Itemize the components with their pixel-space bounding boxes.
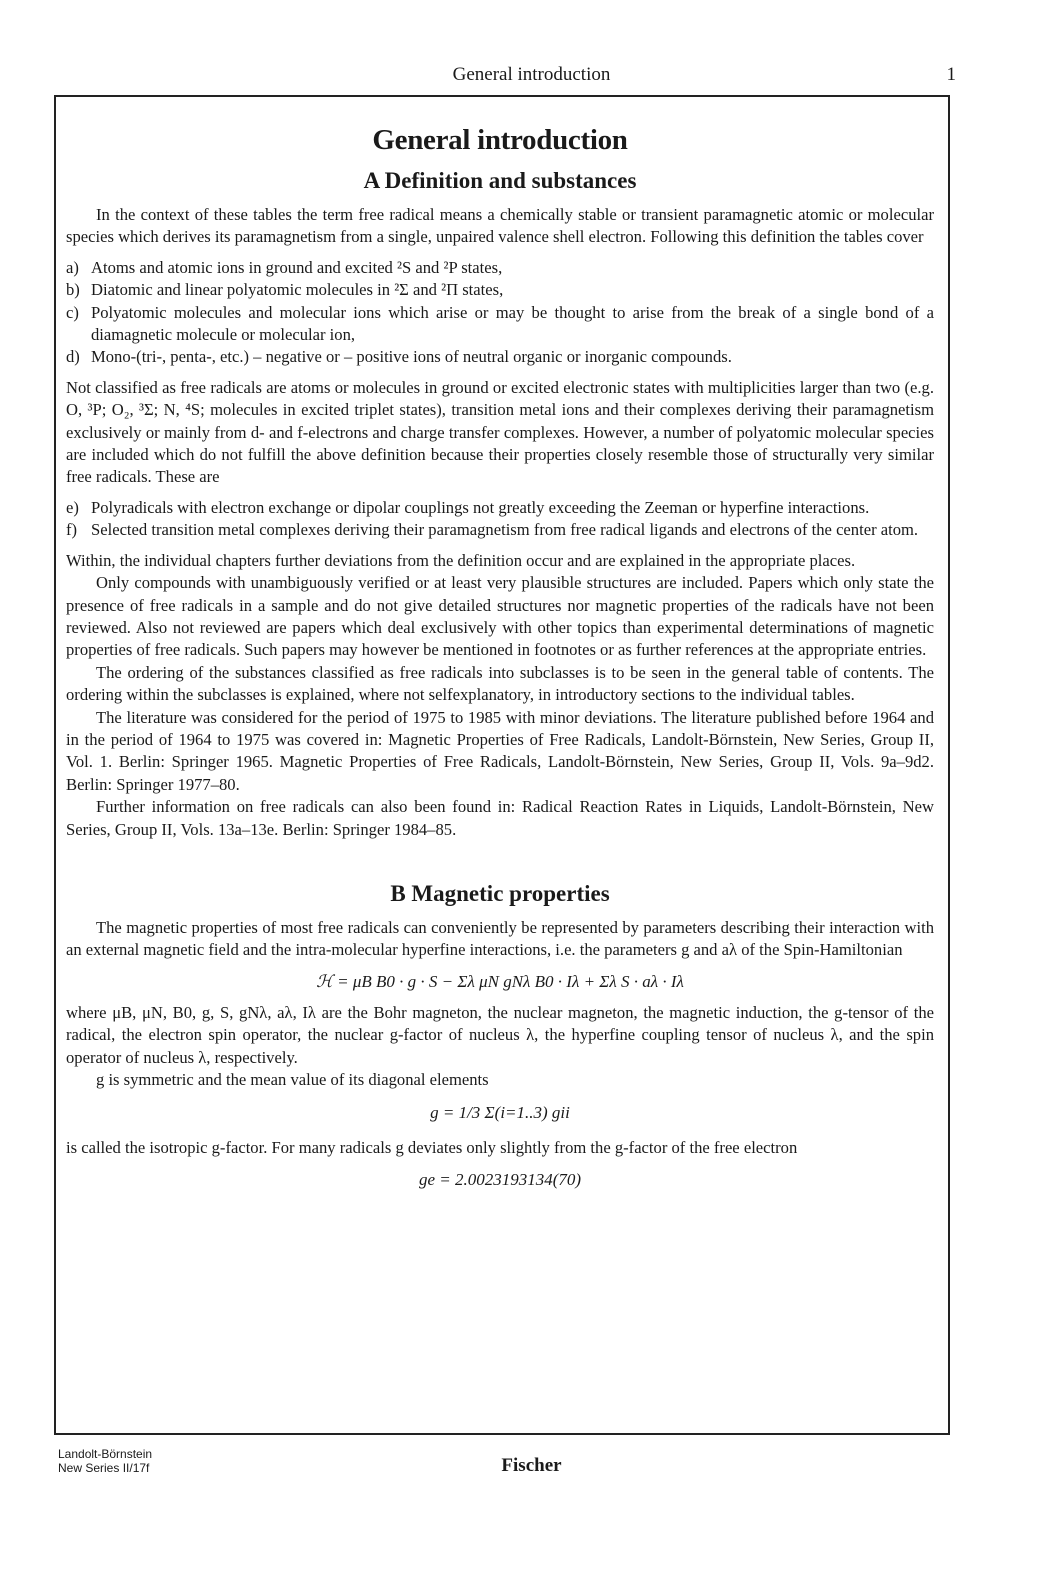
not-classified-paragraph: Not classified as free radicals are atoms or molecules in ground or excited electronic states with multiplicities larger than two (e.g. O, ³P; O₂, ³Σ; N, ⁴S; molecules in excited triplet states), transition metal ions and their complexes deriving their paramagnetism exclusively or mainly from d- and f-electrons and charge transfer complexes. However, a number of polyatomic molecular species are included which do not fulfill the above definition because their properties closely resemble those of structurally very similar free radicals. These are: [66, 377, 934, 487]
list-item: d) Mono-(tri-, penta-, etc.) – negative or – positive ions of neutral organic or inorganic compounds.: [66, 347, 732, 367]
list-item: f) Selected transition metal complexes deriving their paramagnetism from free radical ligands and electrons of the center atom.: [66, 520, 919, 540]
section-b-intro: The magnetic properties of most free radicals can conveniently be represented by parameters describing their interaction with an external magnetic field and the intra-molecular hyperfine interactions, i.e. the parameters g and aλ of the Spin-Hamiltonian: [66, 917, 934, 960]
definition-list: [66, 257, 934, 369]
page-number: 1: [946, 64, 956, 85]
where-paragraph: where μB, μN, B0, g, S, gNλ, aλ, Iλ are the Bohr magneton, the nuclear magneton, the magnetic induction, the g-tensor of the radical, the electron spin operator, the nuclear g-factor of nucleus λ, the hyperfine coupling tensor of nucleus λ, and the spin operator of nucleus λ, respectively.: [66, 1002, 934, 1067]
further-paragraph: Further information on free radicals can also been found in: Radical Reaction Rates in Liquids, Landolt-Börnstein, New Series, Group II, Vols. 13a–13e. Berlin: Springer 1984–85.: [66, 797, 934, 839]
series-line-2: New Series II/17f: [58, 1461, 150, 1475]
author-name: Fischer: [501, 1455, 562, 1476]
running-title: General introduction: [452, 64, 611, 85]
within-paragraph: Within, the individual chapters further deviations from the definition occur and are explained in the appropriate places.: [66, 550, 856, 570]
running-head: [0, 64, 1063, 90]
page-content: [66, 118, 934, 1200]
section-a-intro: In the context of these tables the term free radical means a chemically stable or transient paramagnetic atomic or molecular species which derives its paramagnetism from a single, unpaired valence shell electron. Following this definition the tables cover: [66, 205, 934, 247]
page-title: General introduction: [372, 124, 628, 156]
literature-paragraph: The literature was considered for the period of 1975 to 1985 with minor deviations. The literature published before 1964 and in the period of 1964 to 1975 was covered in: Magnetic Properties of Free Radicals, Landolt-Börnstein, New Series, Group II, Vol. 1. Berlin: Springer 1965. Magnetic Properties of Free Radicals, Landolt-Börnstein, New Series, Group II, Vols. 9a–9d2. Berlin: Springer 1977–80.: [66, 707, 934, 794]
section-a-heading: A Definition and substances: [363, 168, 637, 193]
only-compounds-paragraph: Only compounds with unambiguously verified or at least very plausible structures are included. Papers which only state the presence of free radicals in a sample and do not give detailed structures nor magnetic properties of the radicals have not been reviewed. Also not reviewed are papers which deal exclusively with other topics than experimental determinations of magnetic properties of free radicals. Such papers may however be mentioned in footnotes or as further references at the appropriate entries.: [66, 573, 934, 660]
isotropic-paragraph: is called the isotropic g-factor. For many radicals g deviates only slightly from the g-factor of the free electron: [66, 1138, 798, 1158]
g-mean-formula: g = 1/3 Σ(i=1..3) gii: [430, 1103, 570, 1123]
list-item: e) Polyradicals with electron exchange or dipolar couplings not greatly exceeding the Zeeman or hyperfine interactions.: [66, 497, 870, 517]
spin-hamiltonian-formula: ℋ = μB B0 · g · S − Σλ μN gNλ B0 · Iλ + Σλ S · aλ · Iλ: [316, 971, 684, 991]
exceptions-list: [66, 497, 934, 542]
g-symmetric-paragraph: g is symmetric and the mean value of its diagonal elements: [96, 1070, 489, 1089]
ge-value-formula: ge = 2.0023193134(70): [418, 1169, 582, 1189]
list-item: c) Polyatomic molecules and molecular ions which arise or may be thought to arise from the break of a single bond of a diamagnetic molecule or molecular ion,: [66, 302, 934, 345]
ordering-paragraph: The ordering of the substances classified as free radicals into subclasses is to be seen in the general table of contents. The ordering within the subclasses is explained, where not selfexplanatory, in introductory sections to the individual tables.: [66, 662, 934, 705]
list-item: a) Atoms and atomic ions in ground and excited ²S and ²P states,: [66, 257, 503, 277]
list-item: b) Diatomic and linear polyatomic molecules in ²Σ and ²Π states,: [66, 280, 504, 300]
series-line-1: Landolt-Börnstein: [58, 1447, 153, 1461]
section-b-heading: B Magnetic properties: [390, 880, 610, 906]
